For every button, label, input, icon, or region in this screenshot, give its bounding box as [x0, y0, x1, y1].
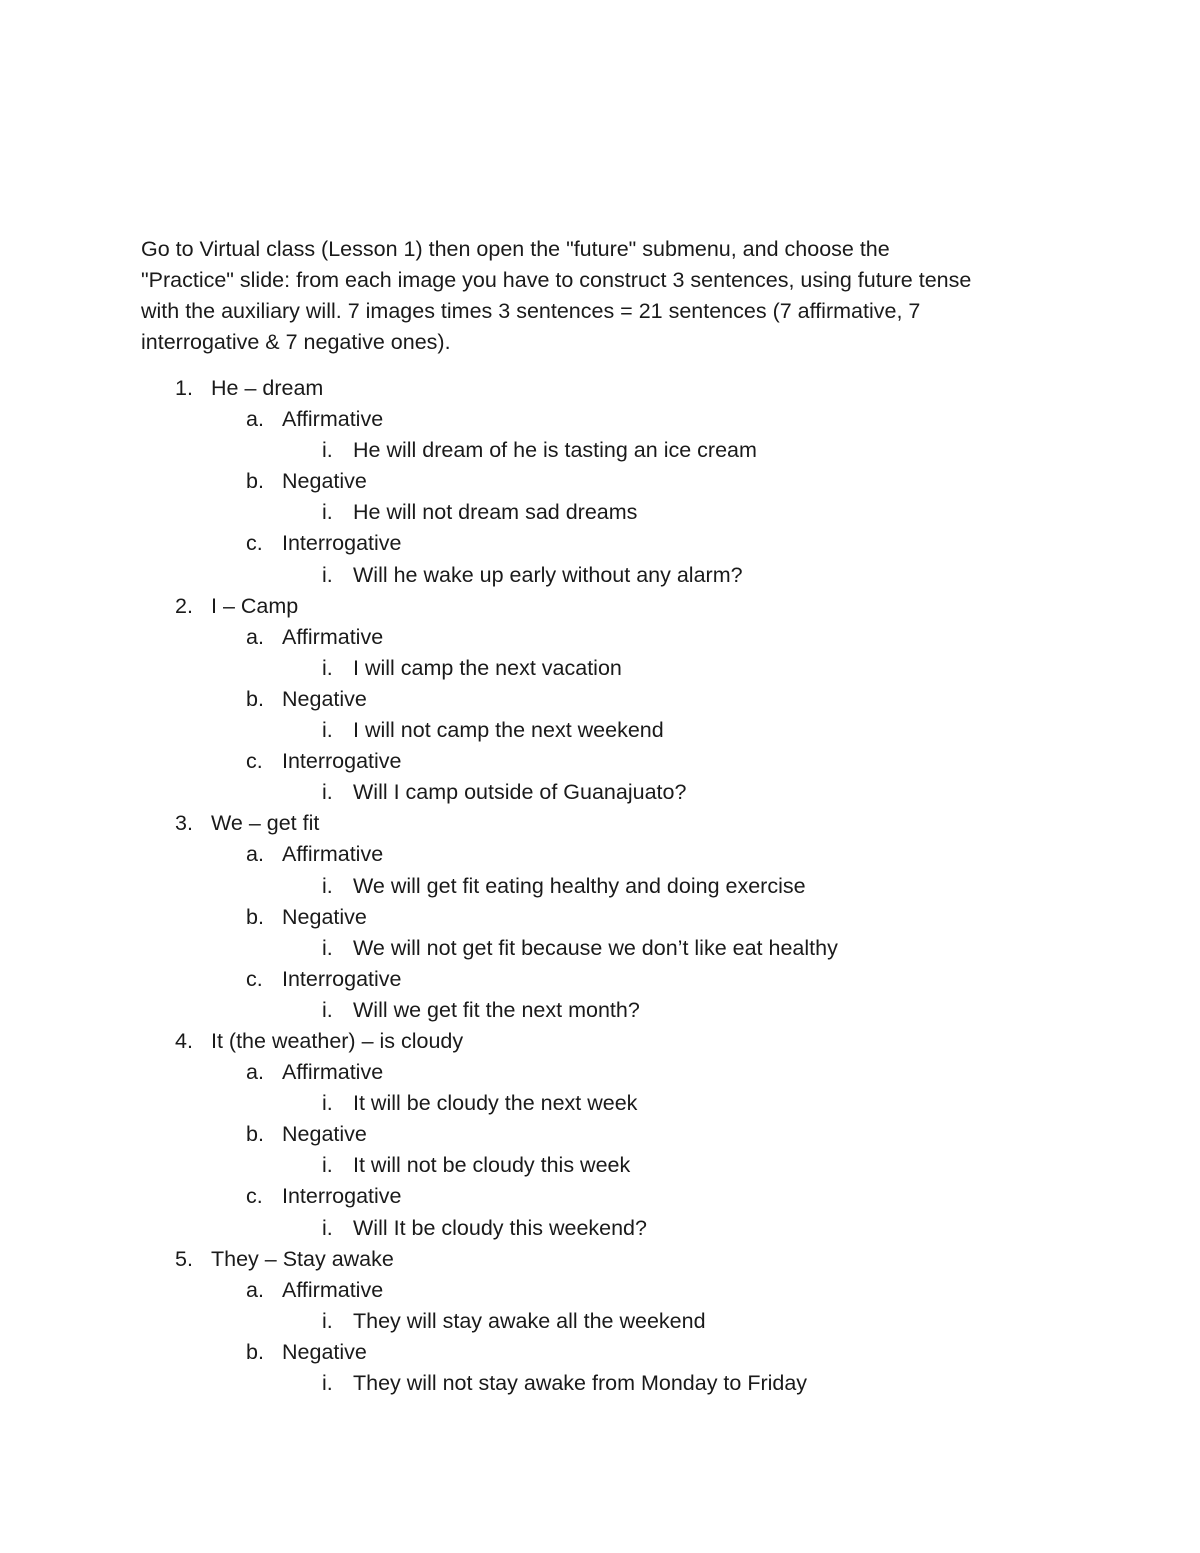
- item-title: He – dream: [211, 376, 324, 400]
- example-sentence: [0, 933, 1200, 964]
- item-number: 1.: [175, 376, 193, 400]
- example-sentence: [0, 715, 1200, 746]
- exercise-item: [0, 1026, 1200, 1057]
- example-sentence: [0, 777, 1200, 808]
- item-title: I – Camp: [211, 593, 299, 618]
- sentence-type: [0, 466, 1200, 497]
- sentence-type-label: Interrogative: [282, 966, 402, 991]
- sentence-type-label: Interrogative: [282, 531, 402, 556]
- sentence-numeral: i.: [322, 780, 333, 805]
- sentence-text: It will not be cloudy this week: [353, 1153, 631, 1178]
- sentence-numeral: i.: [322, 718, 333, 743]
- sentence-numeral: i.: [322, 1091, 333, 1116]
- sentence-numeral: i.: [322, 1153, 333, 1178]
- sentence-text: We will get fit eating healthy and doing exercise: [353, 873, 806, 898]
- sentence-numeral: i.: [322, 935, 333, 960]
- sentence-text: Will he wake up early without any alarm?: [353, 562, 743, 587]
- exercise-outline: [0, 373, 1200, 1399]
- instructions-paragraph: [141, 234, 1071, 358]
- sentence-type-label: Affirmative: [282, 1060, 384, 1085]
- item-number: 4.: [175, 1028, 193, 1053]
- sentence-type: [0, 1181, 1200, 1212]
- exercise-item: [0, 373, 1200, 404]
- item-title: They – Stay awake: [211, 1246, 394, 1271]
- sentence-type-label: Negative: [282, 1339, 367, 1364]
- sentence-numeral: i.: [322, 655, 333, 680]
- sentence-type-letter: a.: [246, 624, 264, 649]
- sentence-text: He will dream of he is tasting an ice cream: [353, 438, 757, 463]
- item-title: We – get fit: [211, 811, 320, 836]
- sentence-type: [0, 528, 1200, 559]
- sentence-type: [0, 622, 1200, 653]
- sentence-type: [0, 1119, 1200, 1150]
- sentence-type-letter: c.: [246, 749, 263, 774]
- sentence-type-label: Negative: [282, 469, 367, 494]
- example-sentence: [0, 871, 1200, 902]
- sentence-text: They will stay awake all the weekend: [353, 1308, 706, 1333]
- instructions-line: interrogative & 7 negative ones).: [141, 330, 451, 354]
- sentence-text: He will not dream sad dreams: [353, 500, 638, 525]
- sentence-type-label: Interrogative: [282, 749, 402, 774]
- sentence-type-letter: b.: [246, 904, 264, 929]
- example-sentence: [0, 653, 1200, 684]
- sentence-text: Will we get fit the next month?: [353, 997, 640, 1022]
- sentence-type: [0, 1275, 1200, 1306]
- sentence-text: I will camp the next vacation: [353, 655, 622, 680]
- exercise-item: [0, 591, 1200, 622]
- example-sentence: [0, 435, 1200, 466]
- sentence-type: [0, 746, 1200, 777]
- sentence-type: [0, 1057, 1200, 1088]
- sentence-numeral: i.: [322, 1371, 333, 1395]
- sentence-text: Will It be cloudy this weekend?: [353, 1215, 647, 1240]
- example-sentence: [0, 1368, 1200, 1399]
- sentence-text: We will not get fit because we don’t like eat healthy: [353, 935, 838, 960]
- item-number: 2.: [175, 593, 193, 618]
- example-sentence: [0, 560, 1200, 591]
- sentence-text: Will I camp outside of Guanajuato?: [353, 780, 687, 805]
- example-sentence: [0, 1088, 1200, 1119]
- example-sentence: [0, 497, 1200, 528]
- sentence-type: [0, 684, 1200, 715]
- sentence-type-letter: c.: [246, 966, 263, 991]
- example-sentence: [0, 995, 1200, 1026]
- sentence-type: [0, 902, 1200, 933]
- sentence-type-letter: a.: [246, 1277, 264, 1302]
- example-sentence: [0, 1306, 1200, 1337]
- sentence-type-letter: b.: [246, 686, 264, 711]
- sentence-type-letter: a.: [246, 1060, 264, 1085]
- item-number: 5.: [175, 1246, 193, 1271]
- sentence-text: I will not camp the next weekend: [353, 718, 664, 743]
- exercise-item: [0, 808, 1200, 839]
- sentence-text: They will not stay awake from Monday to Friday: [353, 1371, 808, 1395]
- item-title: It (the weather) – is cloudy: [211, 1028, 464, 1053]
- sentence-numeral: i.: [322, 1308, 333, 1333]
- exercise-item: [0, 1244, 1200, 1275]
- sentence-numeral: i.: [322, 438, 333, 463]
- sentence-numeral: i.: [322, 562, 333, 587]
- sentence-type-letter: c.: [246, 531, 263, 556]
- sentence-type: [0, 404, 1200, 435]
- sentence-type: [0, 839, 1200, 870]
- sentence-type-label: Negative: [282, 904, 367, 929]
- sentence-type-letter: b.: [246, 1122, 264, 1147]
- sentence-type-label: Interrogative: [282, 1184, 402, 1209]
- sentence-numeral: i.: [322, 997, 333, 1022]
- sentence-type-label: Affirmative: [282, 624, 384, 649]
- example-sentence: [0, 1150, 1200, 1181]
- sentence-type-label: Affirmative: [282, 407, 384, 432]
- item-number: 3.: [175, 811, 193, 836]
- sentence-type: [0, 964, 1200, 995]
- sentence-type-letter: b.: [246, 1339, 264, 1364]
- sentence-type-label: Affirmative: [282, 842, 384, 867]
- sentence-type-label: Negative: [282, 686, 367, 711]
- sentence-numeral: i.: [322, 1215, 333, 1240]
- sentence-type-letter: a.: [246, 407, 264, 432]
- instructions-line: Go to Virtual class (Lesson 1) then open the "future" submenu, and choose the: [141, 237, 890, 261]
- instructions-line: "Practice" slide: from each image you have to construct 3 sentences, using future tense: [141, 268, 972, 292]
- sentence-type: [0, 1337, 1200, 1368]
- instructions-line: with the auxiliary will. 7 images times 3 sentences = 21 sentences (7 affirmative, 7: [141, 299, 921, 323]
- sentence-type-label: Affirmative: [282, 1277, 384, 1302]
- sentence-numeral: i.: [322, 500, 333, 525]
- example-sentence: [0, 1213, 1200, 1244]
- sentence-numeral: i.: [322, 873, 333, 898]
- sentence-type-label: Negative: [282, 1122, 367, 1147]
- sentence-type-letter: b.: [246, 469, 264, 494]
- sentence-type-letter: a.: [246, 842, 264, 867]
- sentence-type-letter: c.: [246, 1184, 263, 1209]
- sentence-text: It will be cloudy the next week: [353, 1091, 638, 1116]
